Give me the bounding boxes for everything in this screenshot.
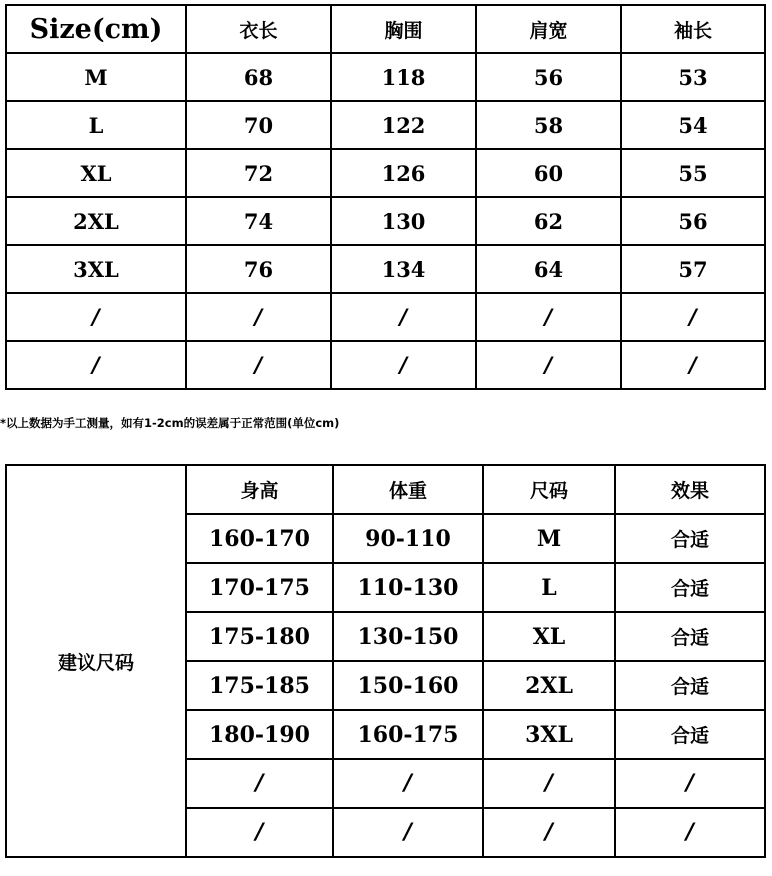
height-cell: 180-190 xyxy=(186,710,333,759)
header-weight: 体重 xyxy=(333,465,483,514)
fit-cell: 合适 xyxy=(615,661,765,710)
header-height: 身高 xyxy=(186,465,333,514)
sleeve-cell: 54 xyxy=(621,101,765,149)
empty-cell: / xyxy=(615,759,765,808)
length-cell: 68 xyxy=(186,53,331,101)
height-cell: 170-175 xyxy=(186,563,333,612)
length-cell: 70 xyxy=(186,101,331,149)
empty-cell: / xyxy=(333,759,483,808)
size-cell: L xyxy=(483,563,615,612)
header-length: 衣长 xyxy=(186,5,331,53)
empty-cell: / xyxy=(6,293,186,341)
length-cell: 72 xyxy=(186,149,331,197)
measurement-note: *以上数据为手工测量，如有1-2cm的误差属于正常范围(单位cm) xyxy=(0,416,340,430)
size-cell: 2XL xyxy=(483,661,615,710)
size-cell: 3XL xyxy=(483,710,615,759)
header-size: Size(cm) xyxy=(6,5,186,53)
empty-cell: / xyxy=(331,293,476,341)
sleeve-cell: 57 xyxy=(621,245,765,293)
weight-cell: 90-110 xyxy=(333,514,483,563)
chest-cell: 130 xyxy=(331,197,476,245)
empty-cell: / xyxy=(333,808,483,857)
shoulder-cell: 58 xyxy=(476,101,621,149)
weight-cell: 110-130 xyxy=(333,563,483,612)
table-row xyxy=(6,245,765,293)
size-cell: 3XL xyxy=(6,245,186,293)
size-cell: 2XL xyxy=(6,197,186,245)
recommend-header-row xyxy=(6,465,765,514)
empty-cell: / xyxy=(186,759,333,808)
recommend-row-label: 建议尺码 xyxy=(6,465,186,857)
empty-cell: / xyxy=(483,759,615,808)
length-cell: 74 xyxy=(186,197,331,245)
fit-cell: 合适 xyxy=(615,563,765,612)
height-cell: 175-185 xyxy=(186,661,333,710)
chest-cell: 122 xyxy=(331,101,476,149)
chest-cell: 134 xyxy=(331,245,476,293)
table-row xyxy=(6,149,765,197)
size-chart-table xyxy=(5,4,766,390)
shoulder-cell: 60 xyxy=(476,149,621,197)
size-cell: L xyxy=(6,101,186,149)
size-cell: M xyxy=(6,53,186,101)
empty-cell: / xyxy=(186,341,331,389)
empty-cell: / xyxy=(621,341,765,389)
table-row xyxy=(6,293,765,341)
table-row xyxy=(6,341,765,389)
chest-cell: 126 xyxy=(331,149,476,197)
fit-cell: 合适 xyxy=(615,710,765,759)
table-row xyxy=(6,53,765,101)
sleeve-cell: 56 xyxy=(621,197,765,245)
empty-cell: / xyxy=(186,293,331,341)
shoulder-cell: 62 xyxy=(476,197,621,245)
recommended-size-table xyxy=(5,464,766,858)
size-cell: XL xyxy=(483,612,615,661)
empty-cell: / xyxy=(615,808,765,857)
size-cell: XL xyxy=(6,149,186,197)
weight-cell: 160-175 xyxy=(333,710,483,759)
weight-cell: 130-150 xyxy=(333,612,483,661)
weight-cell: 150-160 xyxy=(333,661,483,710)
height-cell: 160-170 xyxy=(186,514,333,563)
height-cell: 175-180 xyxy=(186,612,333,661)
empty-cell: / xyxy=(621,293,765,341)
header-sleeve: 袖长 xyxy=(621,5,765,53)
length-cell: 76 xyxy=(186,245,331,293)
table-row xyxy=(6,101,765,149)
header-fit: 效果 xyxy=(615,465,765,514)
shoulder-cell: 56 xyxy=(476,53,621,101)
sleeve-cell: 53 xyxy=(621,53,765,101)
empty-cell: / xyxy=(476,341,621,389)
empty-cell: / xyxy=(6,341,186,389)
header-size: 尺码 xyxy=(483,465,615,514)
shoulder-cell: 64 xyxy=(476,245,621,293)
header-shoulder: 肩宽 xyxy=(476,5,621,53)
fit-cell: 合适 xyxy=(615,514,765,563)
empty-cell: / xyxy=(186,808,333,857)
header-chest: 胸围 xyxy=(331,5,476,53)
empty-cell: / xyxy=(476,293,621,341)
table-row xyxy=(6,197,765,245)
size-cell: M xyxy=(483,514,615,563)
size-chart-header-row xyxy=(6,5,765,53)
chest-cell: 118 xyxy=(331,53,476,101)
sleeve-cell: 55 xyxy=(621,149,765,197)
fit-cell: 合适 xyxy=(615,612,765,661)
empty-cell: / xyxy=(331,341,476,389)
empty-cell: / xyxy=(483,808,615,857)
